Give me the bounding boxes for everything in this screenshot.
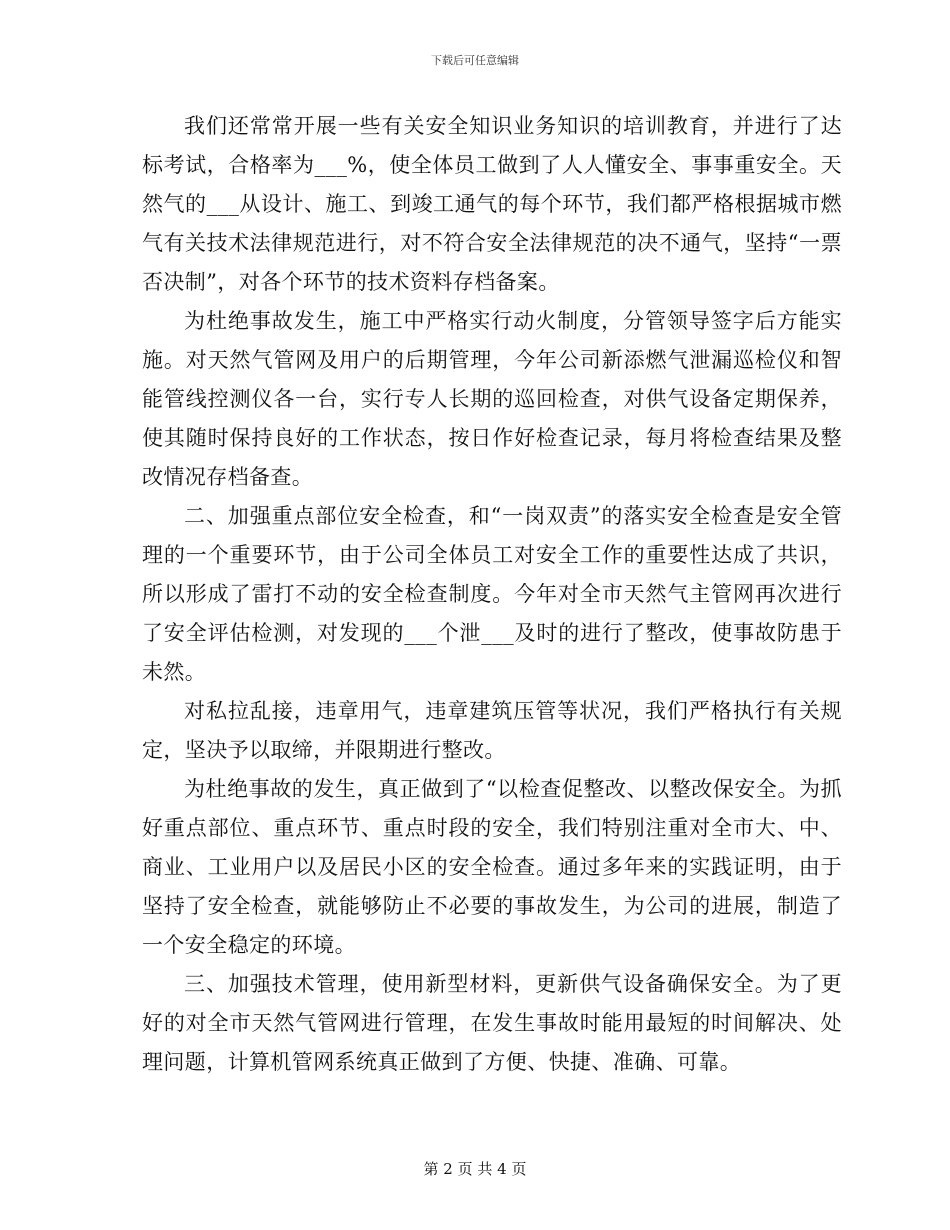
paragraph-inspection-rectification: 为杜绝事故的发生，真正做到了“以检查促整改、以整改保安全。为抓好重点部位、重点环节、重点时段的安全，我们特别注重对全市大、中、商业、工业用户以及居民小区的安全检查。通过多年来的实践证明，由于坚持了安全检查，就能够防止不必要的事故发生，为公司的进展，制造了一个安全稳定的环境。 [142,777,842,957]
document-body [142,107,842,1082]
paragraph-accident-prevention: 为杜绝事故发生，施工中严格实行动火制度，分管领导签字后方能实施。对天然气管网及用户的后期管理，今年公司新添燃气泄漏巡检仪和智能管线控测仪各一台，实行专人长期的巡回检查，对供气设备定期保养，使其随时保持良好的工作状态，按日作好检查记录，每月将检查结果及整改情况存档备查。 [142,309,842,489]
page-number: 第 2 页 共 4 页 [423,1160,527,1178]
paragraph-key-inspection: 二、加强重点部位安全检查，和“一岗双责”的落实安全检查是安全管理的一个重要环节，由于公司全体员工对安全工作的重要性达成了共识，所以形成了雷打不动的安全检查制度。今年对全市天然气主管网再次进行了安全评估检测，对发现的___个泄___及时的进行了整改，使事故防患于未然。 [142,504,842,684]
paragraph-technical-management: 三、加强技术管理，使用新型材料，更新供气设备确保安全。为了更好的对全市天然气管网进行管理，在发生事故时能用最短的时间解决、处理问题，计算机管网系统真正做到了方便、快捷、准确、可靠。 [142,972,842,1074]
paragraph-training: 我们还常常开展一些有关安全知识业务知识的培训教育，并进行了达标考试，合格率为___%，使全体员工做到了人人懂安全、事事重安全。天然气的___从设计、施工、到竣工通气的每个环节，我们都严格根据城市燃气有关技术法律规范进行，对不符合安全法律规范的决不通气，坚持“一票否决制”，对各个环节的技术资料存档备案。 [142,114,842,294]
paragraph-illegal-connections: 对私拉乱接，违章用气，违章建筑压管等状况，我们严格执行有关规定，坚决予以取缔，并限期进行整改。 [142,699,842,762]
page-header-note: 下载后可任意编辑 [431,54,519,67]
